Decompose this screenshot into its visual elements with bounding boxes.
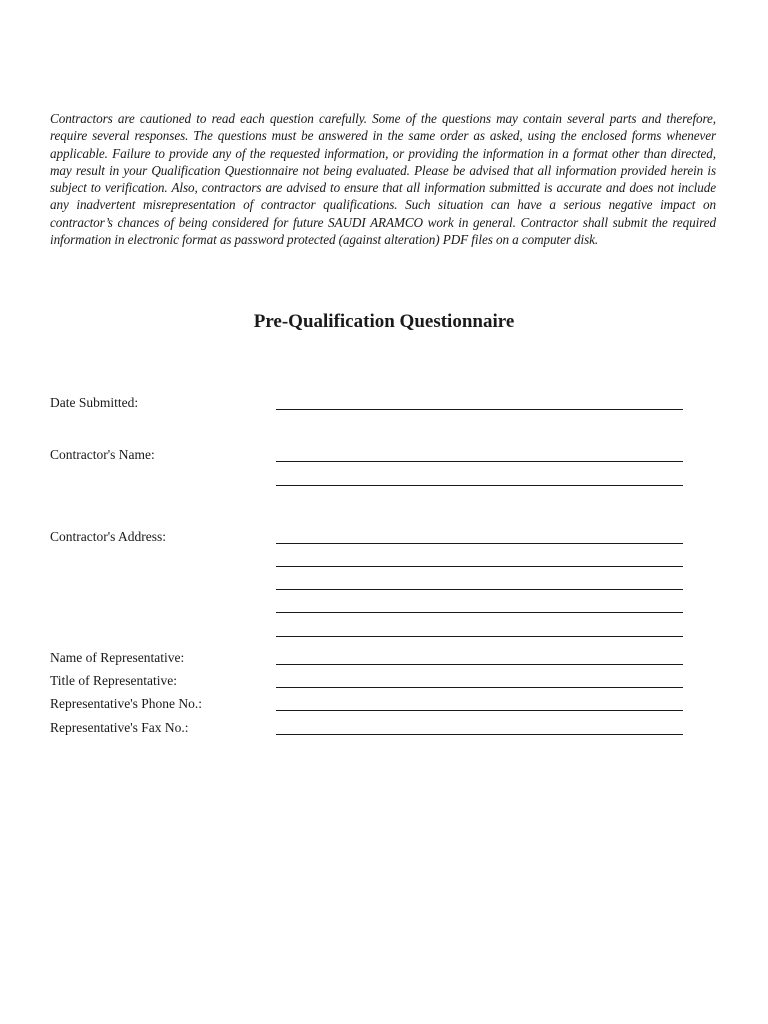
rep-name-field[interactable] (276, 664, 683, 665)
contractor-address-field-1[interactable] (276, 543, 683, 544)
intro-paragraph: Contractors are cautioned to read each question carefully. Some of the questions may contain several parts and therefore, require several responses. The questions must be answered in the same order as asked, using the enclosed forms whenever applicable. Failure to provide any of the requested information, or providing the information in a format other than directed, may result in your Qualification Questionnaire not being evaluated. Please be advised that all information provided herein is subject to verification. Also, contractors are advised to ensure that all information submitted is accurate and does not include any inadvertent misrepresentation of contractor qualifications. Such situation can have a serious negative impact on contractor’s chances of being considered for future SAUDI ARAMCO work in general. Contractor shall submit the required information in electronic format as password protected (against alteration) PDF files on a computer disk. (50, 111, 716, 248)
date-submitted-field[interactable] (276, 409, 683, 410)
page-title: Pre-Qualification Questionnaire (253, 311, 515, 332)
rep-title-label: Title of Representative: (50, 673, 177, 688)
rep-fax-label: Representative's Fax No.: (50, 720, 189, 735)
contractor-name-field-2[interactable] (276, 485, 683, 486)
date-submitted-label: Date Submitted: (50, 395, 139, 410)
rep-phone-label: Representative's Phone No.: (50, 696, 203, 711)
rep-phone-field[interactable] (276, 710, 683, 711)
contractor-address-field-4[interactable] (276, 612, 683, 613)
contractor-address-field-5[interactable] (276, 636, 683, 637)
contractor-name-label: Contractor's Name: (50, 447, 155, 462)
contractor-address-field-2[interactable] (276, 566, 683, 567)
rep-fax-field[interactable] (276, 734, 683, 735)
contractor-address-label: Contractor's Address: (50, 529, 167, 544)
rep-name-label: Name of Representative: (50, 650, 185, 665)
contractor-address-field-3[interactable] (276, 589, 683, 590)
contractor-name-field-1[interactable] (276, 461, 683, 462)
rep-title-field[interactable] (276, 687, 683, 688)
